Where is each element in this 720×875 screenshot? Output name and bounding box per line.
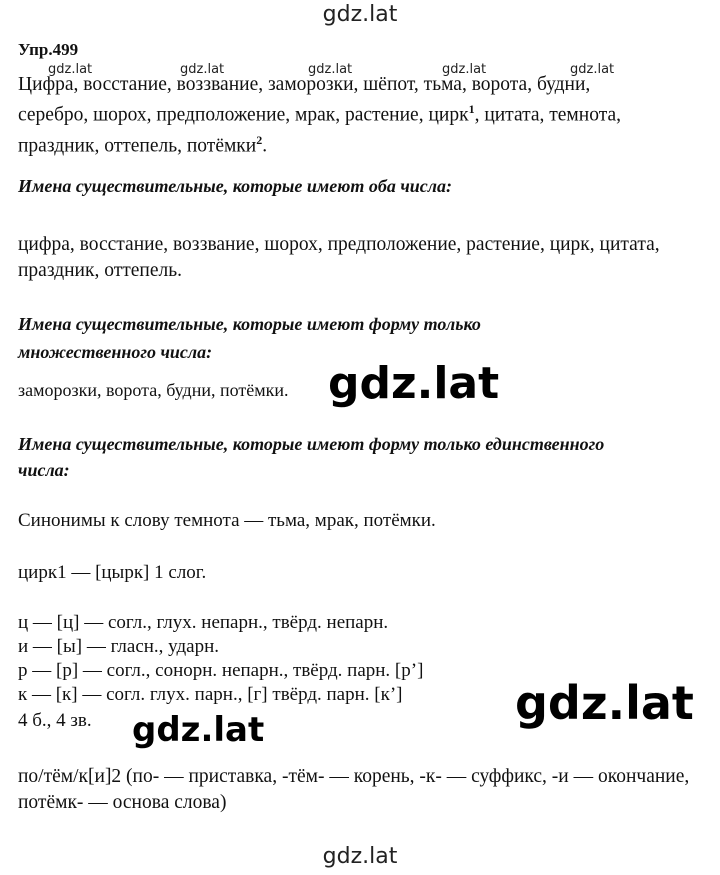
word-list [18, 72, 708, 158]
exercise-title: Упр.499 [18, 40, 79, 59]
watermark-top: gdz.lat [322, 2, 398, 27]
heading-singular-line-2: числа: [18, 460, 70, 480]
heading-singular-line-1: Имена существительные, которые имеют форму только единственного [18, 434, 605, 454]
word-list-line-2: серебро, шорох, предположение, мрак, растение, цирк$^1$, цитата, темнота, [18, 102, 621, 126]
heading-plural-line-2: множественного числа: [18, 342, 213, 362]
watermark-small-2: gdz.lat [180, 62, 225, 77]
watermark-big-left: gdz.lat [132, 710, 265, 750]
synonyms-text: Синонимы к слову темнота — тьма, мрак, потёмки. [18, 510, 436, 531]
morph-text: по/тём/к[и]2 (по- — приставка, -тём- — корень, -к- — суффикс, -и — окончание, потёмк- — основа слова) [18, 766, 690, 813]
watermark-small-3: gdz.lat [308, 62, 353, 77]
watermark-small-4: gdz.lat [442, 62, 487, 77]
phonetic-line-4: к — [к] — согл. глух. парн., [г] твёрд. парн. [к’] [18, 684, 403, 705]
plural-text: заморозки, ворота, будни, потёмки. [18, 380, 289, 400]
phonetic-line-1: ц — [ц] — согл., глух. непарн., твёрд. непарн. [18, 612, 389, 633]
word-list-line-1: Цифра, восстание, воззвание, заморозки, шёпот, тьма, ворота, будни, [18, 74, 591, 95]
phonetic-summary: 4 б., 4 зв. [18, 710, 92, 731]
heading-both-numbers: Имена существительные, которые имеют оба числа: [18, 176, 453, 196]
watermark-small-1: gdz.lat [48, 62, 93, 77]
watermark-bottom: gdz.lat [322, 844, 398, 869]
both-numbers-text: цифра, восстание, воззвание, шорох, предположение, растение, цирк, цитата, праздник, оттепель. [18, 234, 660, 281]
word-list-line-3: праздник, оттепель, потёмки$^2$. [18, 132, 268, 156]
watermark-small-5: gdz.lat [570, 62, 615, 77]
phonetic-line-3: р — [р] — согл., сонорн. непарн., твёрд. парн. [р’] [18, 660, 424, 681]
heading-plural-line-1: Имена существительные, которые имеют форму только [18, 314, 481, 334]
watermark-big-right: gdz.lat [515, 676, 694, 730]
phonetic-header: цирк1 — [цырк] 1 слог. [18, 562, 207, 583]
phonetic-line-2: и — [ы] — гласн., ударн. [18, 636, 220, 657]
watermark-big-middle: gdz.lat [328, 358, 500, 409]
